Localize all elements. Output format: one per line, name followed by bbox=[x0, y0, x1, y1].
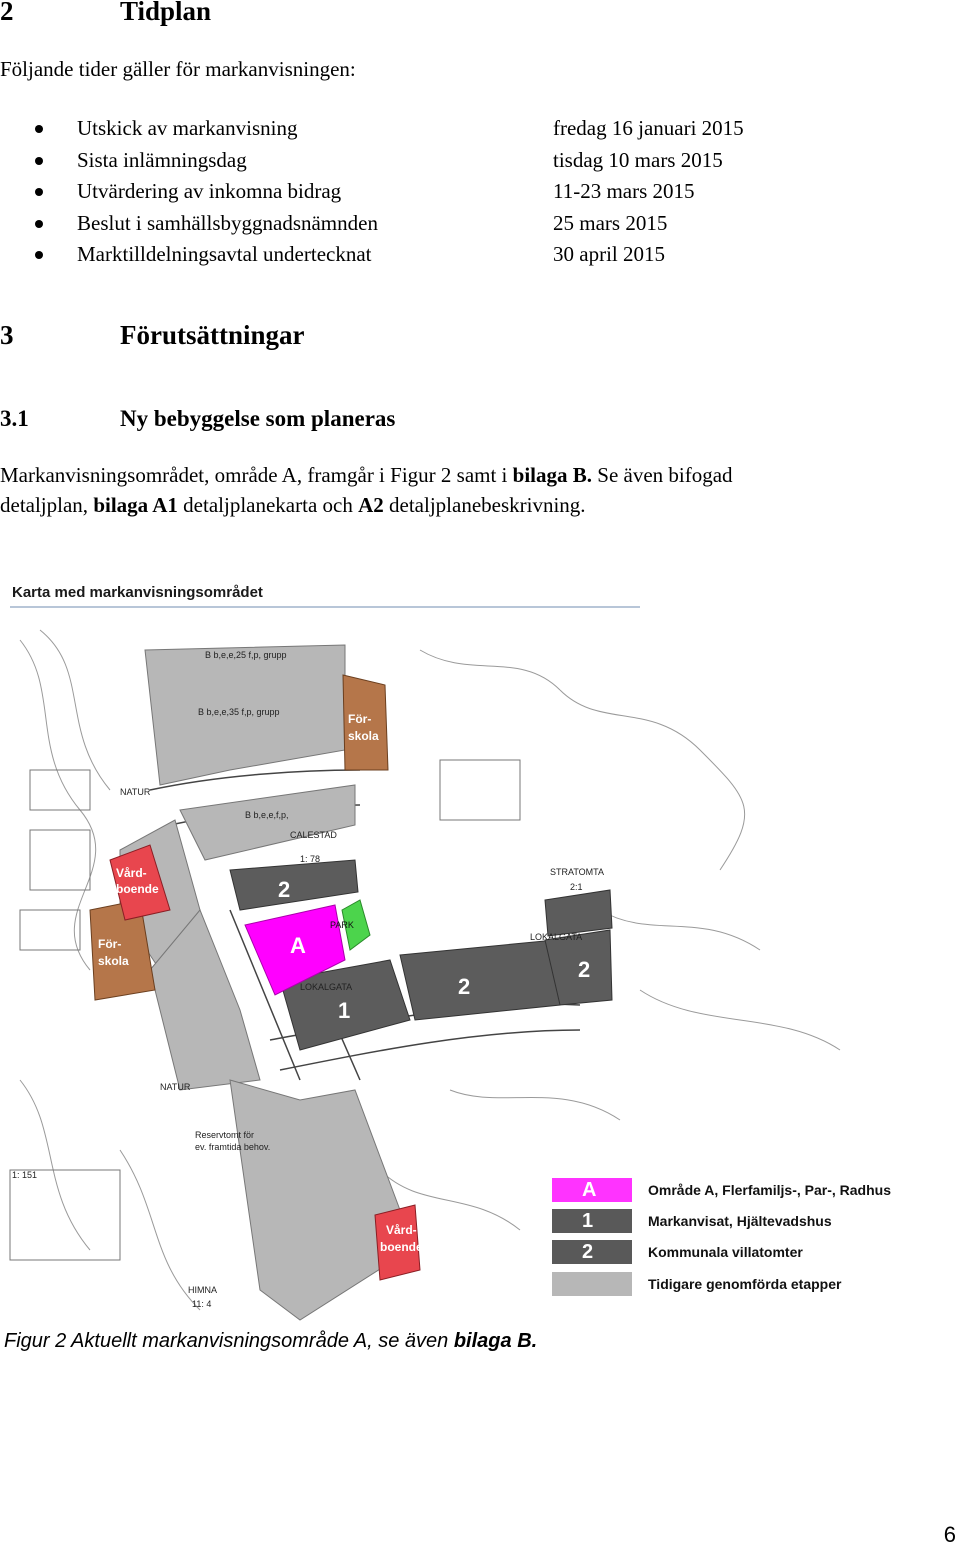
section-number: 2 bbox=[0, 0, 14, 26]
schedule-date: 30 april 2015 bbox=[553, 242, 665, 266]
legend-swatch: 2 bbox=[552, 1240, 632, 1264]
schedule-label: Marktilldelningsavtal undertecknat bbox=[77, 242, 372, 266]
legend-label: Tidigare genomförda etapper bbox=[648, 1276, 842, 1292]
body-line-2 bbox=[0, 490, 586, 521]
map-label-area-a: A bbox=[290, 933, 306, 958]
map-label-himna-ratio: 11: 4 bbox=[192, 1299, 212, 1309]
map-label-reservtomt: ev. framtida behov. bbox=[195, 1142, 271, 1152]
schedule-date: 25 mars 2015 bbox=[553, 210, 668, 235]
body-line-1 bbox=[0, 460, 733, 491]
map-label-forskola: För- bbox=[348, 712, 372, 726]
schedule-label: Utvärdering av inkomna bidrag bbox=[77, 179, 342, 203]
map-label-b-grupp: B b,e,e,35 f,p, grupp bbox=[198, 707, 280, 717]
section-title: Tidplan bbox=[120, 0, 212, 26]
figure-caption bbox=[4, 1330, 537, 1353]
body-bold: A2 bbox=[358, 493, 384, 517]
map-label-forskola: skola bbox=[348, 729, 379, 743]
bullet bbox=[35, 188, 43, 196]
map-label-vardboende: boende bbox=[116, 882, 159, 896]
map-label-himna: HIMNA bbox=[188, 1285, 217, 1295]
schedule-list bbox=[0, 114, 960, 272]
map-label-natur: NATUR bbox=[120, 787, 151, 797]
map-label-vardboende: Vård- bbox=[116, 866, 147, 880]
bullet bbox=[35, 251, 43, 259]
map-label-stratomta-ratio: 2:1 bbox=[570, 882, 583, 892]
map-label-natur: NATUR bbox=[160, 1082, 191, 1092]
area-2-block bbox=[230, 860, 358, 910]
map-label-park: PARK bbox=[330, 920, 354, 930]
legend-item bbox=[552, 1209, 960, 1233]
map-label-b-efp: B b,e,e,f,p, bbox=[245, 810, 289, 820]
map-label-vardboende: Vård- bbox=[386, 1223, 417, 1237]
list-item bbox=[0, 177, 960, 209]
body-text: detaljplanekarta och bbox=[177, 493, 359, 517]
subsection-title: Ny bebyggelse som planeras bbox=[120, 406, 396, 431]
map-label-ratio: 1: 151 bbox=[12, 1170, 38, 1180]
map-label-stratomta: STRATOMTA bbox=[550, 867, 604, 877]
list-item bbox=[0, 209, 960, 241]
bullet bbox=[35, 157, 43, 165]
section-title: Förutsättningar bbox=[120, 320, 305, 350]
body-text: detaljplan, bbox=[0, 493, 94, 517]
schedule-label: Utskick av markanvisning bbox=[77, 116, 298, 140]
body-bold: bilaga A1 bbox=[93, 493, 178, 517]
map-label-b-grupp: B b,e,e,25 f,p, grupp bbox=[205, 650, 287, 660]
body-text: Se även bifogad bbox=[592, 463, 733, 487]
intro-paragraph: Följande tider gäller för markanvisningen: bbox=[0, 57, 356, 81]
legend-label: Markanvisat, Hjältevadshus bbox=[648, 1213, 832, 1229]
legend-label: Område A, Flerfamiljs-, Par-, Radhus bbox=[648, 1182, 891, 1198]
list-item bbox=[0, 114, 960, 146]
schedule-date: fredag 16 januari 2015 bbox=[553, 116, 744, 140]
legend-swatch bbox=[552, 1272, 632, 1296]
map-label-calestad: CALESTAD bbox=[290, 830, 337, 840]
subsection-number: 3.1 bbox=[0, 406, 29, 431]
list-item bbox=[0, 146, 960, 178]
bullet bbox=[35, 220, 43, 228]
map-label-area-2: 2 bbox=[278, 877, 291, 902]
body-text: Markanvisningsområdet, område A, framgår i Figur 2 samt i bbox=[0, 463, 513, 487]
body-text: detaljplanebeskrivning. bbox=[383, 493, 586, 517]
map-label-forskola: skola bbox=[98, 954, 129, 968]
schedule-date: 11-23 mars 2015 bbox=[553, 179, 695, 203]
map-label-lokalgata: LOKALGATA bbox=[530, 932, 583, 942]
map-label-forskola: För- bbox=[98, 937, 122, 951]
legend-item bbox=[552, 1240, 960, 1264]
body-bold: bilaga B. bbox=[512, 463, 593, 487]
map-title: Karta med markanvisningsområdet bbox=[12, 584, 263, 601]
map-label-area-1: 1 bbox=[338, 998, 351, 1023]
map-label-lokalgata: LOKALGATA bbox=[300, 982, 353, 992]
map-label-reservtomt: Reservtomt för bbox=[195, 1130, 255, 1140]
bullet bbox=[35, 125, 43, 133]
schedule-date: tisdag 10 mars 2015 bbox=[553, 147, 723, 172]
map-label-area-2: 2 bbox=[578, 957, 591, 982]
legend-item bbox=[552, 1178, 960, 1202]
section-number: 3 bbox=[0, 320, 14, 350]
legend-label: Kommunala villatomter bbox=[648, 1244, 803, 1260]
caption-bold: bilaga B. bbox=[453, 1330, 538, 1352]
caption-text: Figur 2 Aktuellt markanvisningsområde A, se även bbox=[4, 1330, 454, 1352]
map-label-vardboende: boende bbox=[380, 1240, 423, 1254]
list-item bbox=[0, 240, 960, 272]
legend-item bbox=[552, 1272, 960, 1296]
map-title-rule bbox=[10, 606, 640, 608]
schedule-label: Beslut i samhällsbyggnadsnämnden bbox=[77, 210, 378, 235]
map-label-ratio: 1: 78 bbox=[300, 854, 321, 864]
map-label-area-2: 2 bbox=[458, 974, 471, 999]
schedule-label: Sista inlämningsdag bbox=[77, 147, 247, 172]
legend-swatch: 1 bbox=[552, 1209, 632, 1233]
page-number: 6 bbox=[943, 1522, 956, 1547]
legend-swatch: A bbox=[552, 1178, 632, 1202]
